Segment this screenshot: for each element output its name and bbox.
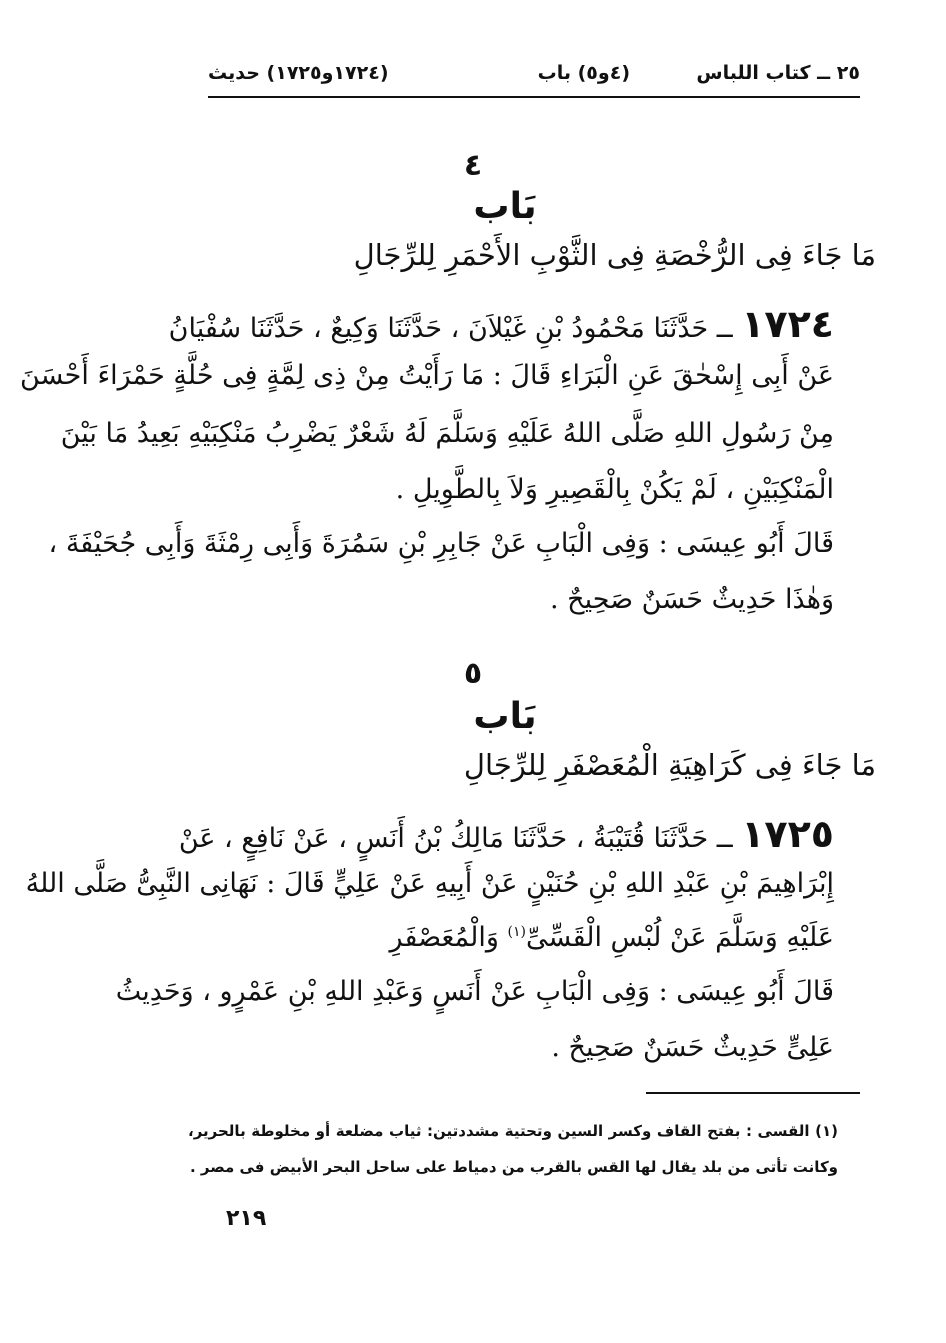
hadith-line: [178, 812, 834, 856]
footnote-rule: [646, 1092, 860, 1094]
hadith-line: الْمَنْكِبَيْنِ ، لَمْ يَكُنْ بِالْقَصِيرِ وَلاَ بِالطَّوِيلِ .: [395, 474, 834, 505]
header-book-title: ٢٥ ــ كتاب اللباس: [696, 62, 860, 84]
header-hadith-ref: (١٧٢٤و١٧٢٥) حديث: [208, 62, 389, 84]
page-number: ٢١٩: [226, 1206, 267, 1231]
header-chapter-ref: (٤و٥) باب: [537, 62, 630, 84]
section-number: ٥: [463, 656, 483, 691]
hadith-line: عَنْ أَبِى إِسْحٰقَ عَنِ الْبَرَاءِ قَالَ : مَا رَأَيْتُ مِنْ ذِى لِمَّةٍ فِى حُلَّةٍ حَمْرَاءَ أَحْسَنَ: [20, 360, 834, 391]
section-heading: بَاب: [473, 696, 537, 737]
hadith-line: مِنْ رَسُولِ اللهِ صَلَّى اللهُ عَلَيْهِ وَسَلَّمَ لَهُ شَعْرٌ يَضْرِبُ مَنْكِبَيْهِ بَعِيدُ مَا بَيْنَ: [60, 418, 834, 449]
section-heading: بَاب: [473, 186, 537, 227]
commentary-line: وَهٰذَا حَدِيثٌ حَسَنٌ صَحِيحٌ .: [549, 584, 834, 615]
footnote-marker: (١): [507, 924, 526, 940]
footnote-line: وكانت تأتى من بلد يقال لها القس بالقرب من دمياط على ساحل البحر الأبيض فى مصر .: [189, 1158, 838, 1176]
section-title: مَا جَاءَ فِى الرُّخْصَةِ فِى الثَّوْبِ الأَحْمَرِ لِلرِّجَالِ: [353, 238, 876, 272]
header-rule: [208, 96, 860, 98]
hadith-text: ــ حَدَّثَنَا قُتَيْبَةُ ، حَدَّثَنَا مَالِكُ بْنُ أَنَسٍ ، عَنْ نَافِعٍ ، عَنْ: [178, 823, 733, 854]
section-title: مَا جَاءَ فِى كَرَاهِيَةِ الْمُعَصْفَرِ لِلرِّجَالِ: [463, 748, 876, 782]
footnote-line: (١) القسى : بفتح القاف وكسر السين وتحتية مشددتين: ثياب مضلعة أو مخلوطة بالحرير،: [188, 1122, 838, 1140]
hadith-number: ١٧٢٤: [741, 302, 834, 346]
hadith-line: إِبْرَاهِيمَ بْنِ عَبْدِ اللهِ بْنِ حُنَيْنٍ عَنْ أَبِيهِ عَنْ عَلِيٍّ قَالَ : نَهَانِى النَّبِىُّ صَلَّى اللهُ: [25, 868, 834, 899]
commentary-line: قَالَ أَبُو عِيسَى : وَفِى الْبَابِ عَنْ أَنَسٍ وَعَبْدِ اللهِ بْنِ عَمْرٍو ، وَحَدِيثُ: [115, 976, 834, 1007]
commentary-line: عَلِىٍّ حَدِيثٌ حَسَنٌ صَحِيحٌ .: [551, 1032, 834, 1063]
section-number: ٤: [463, 148, 483, 183]
hadith-line: [168, 302, 834, 346]
hadith-line: [184, 922, 834, 953]
hadith-text: وَالْمُعَصْفَرِ: [389, 922, 499, 953]
hadith-text: عَلَيْهِ وَسَلَّمَ عَنْ لُبْسِ الْقَسِّىِّ: [525, 922, 834, 953]
commentary-line: قَالَ أَبُو عِيسَى : وَفِى الْبَابِ عَنْ جَابِرِ بْنِ سَمُرَةَ وَأَبِى رِمْثَةَ وَأَبِى جُحَيْفَةَ ،: [48, 528, 834, 559]
hadith-number: ١٧٢٥: [741, 812, 834, 856]
running-header: [208, 58, 860, 94]
hadith-text: ــ حَدَّثَنَا مَحْمُودُ بْنِ غَيْلاَنَ ، حَدَّثَنَا وَكِيعٌ ، حَدَّثَنَا سُفْيَانُ: [168, 313, 733, 344]
